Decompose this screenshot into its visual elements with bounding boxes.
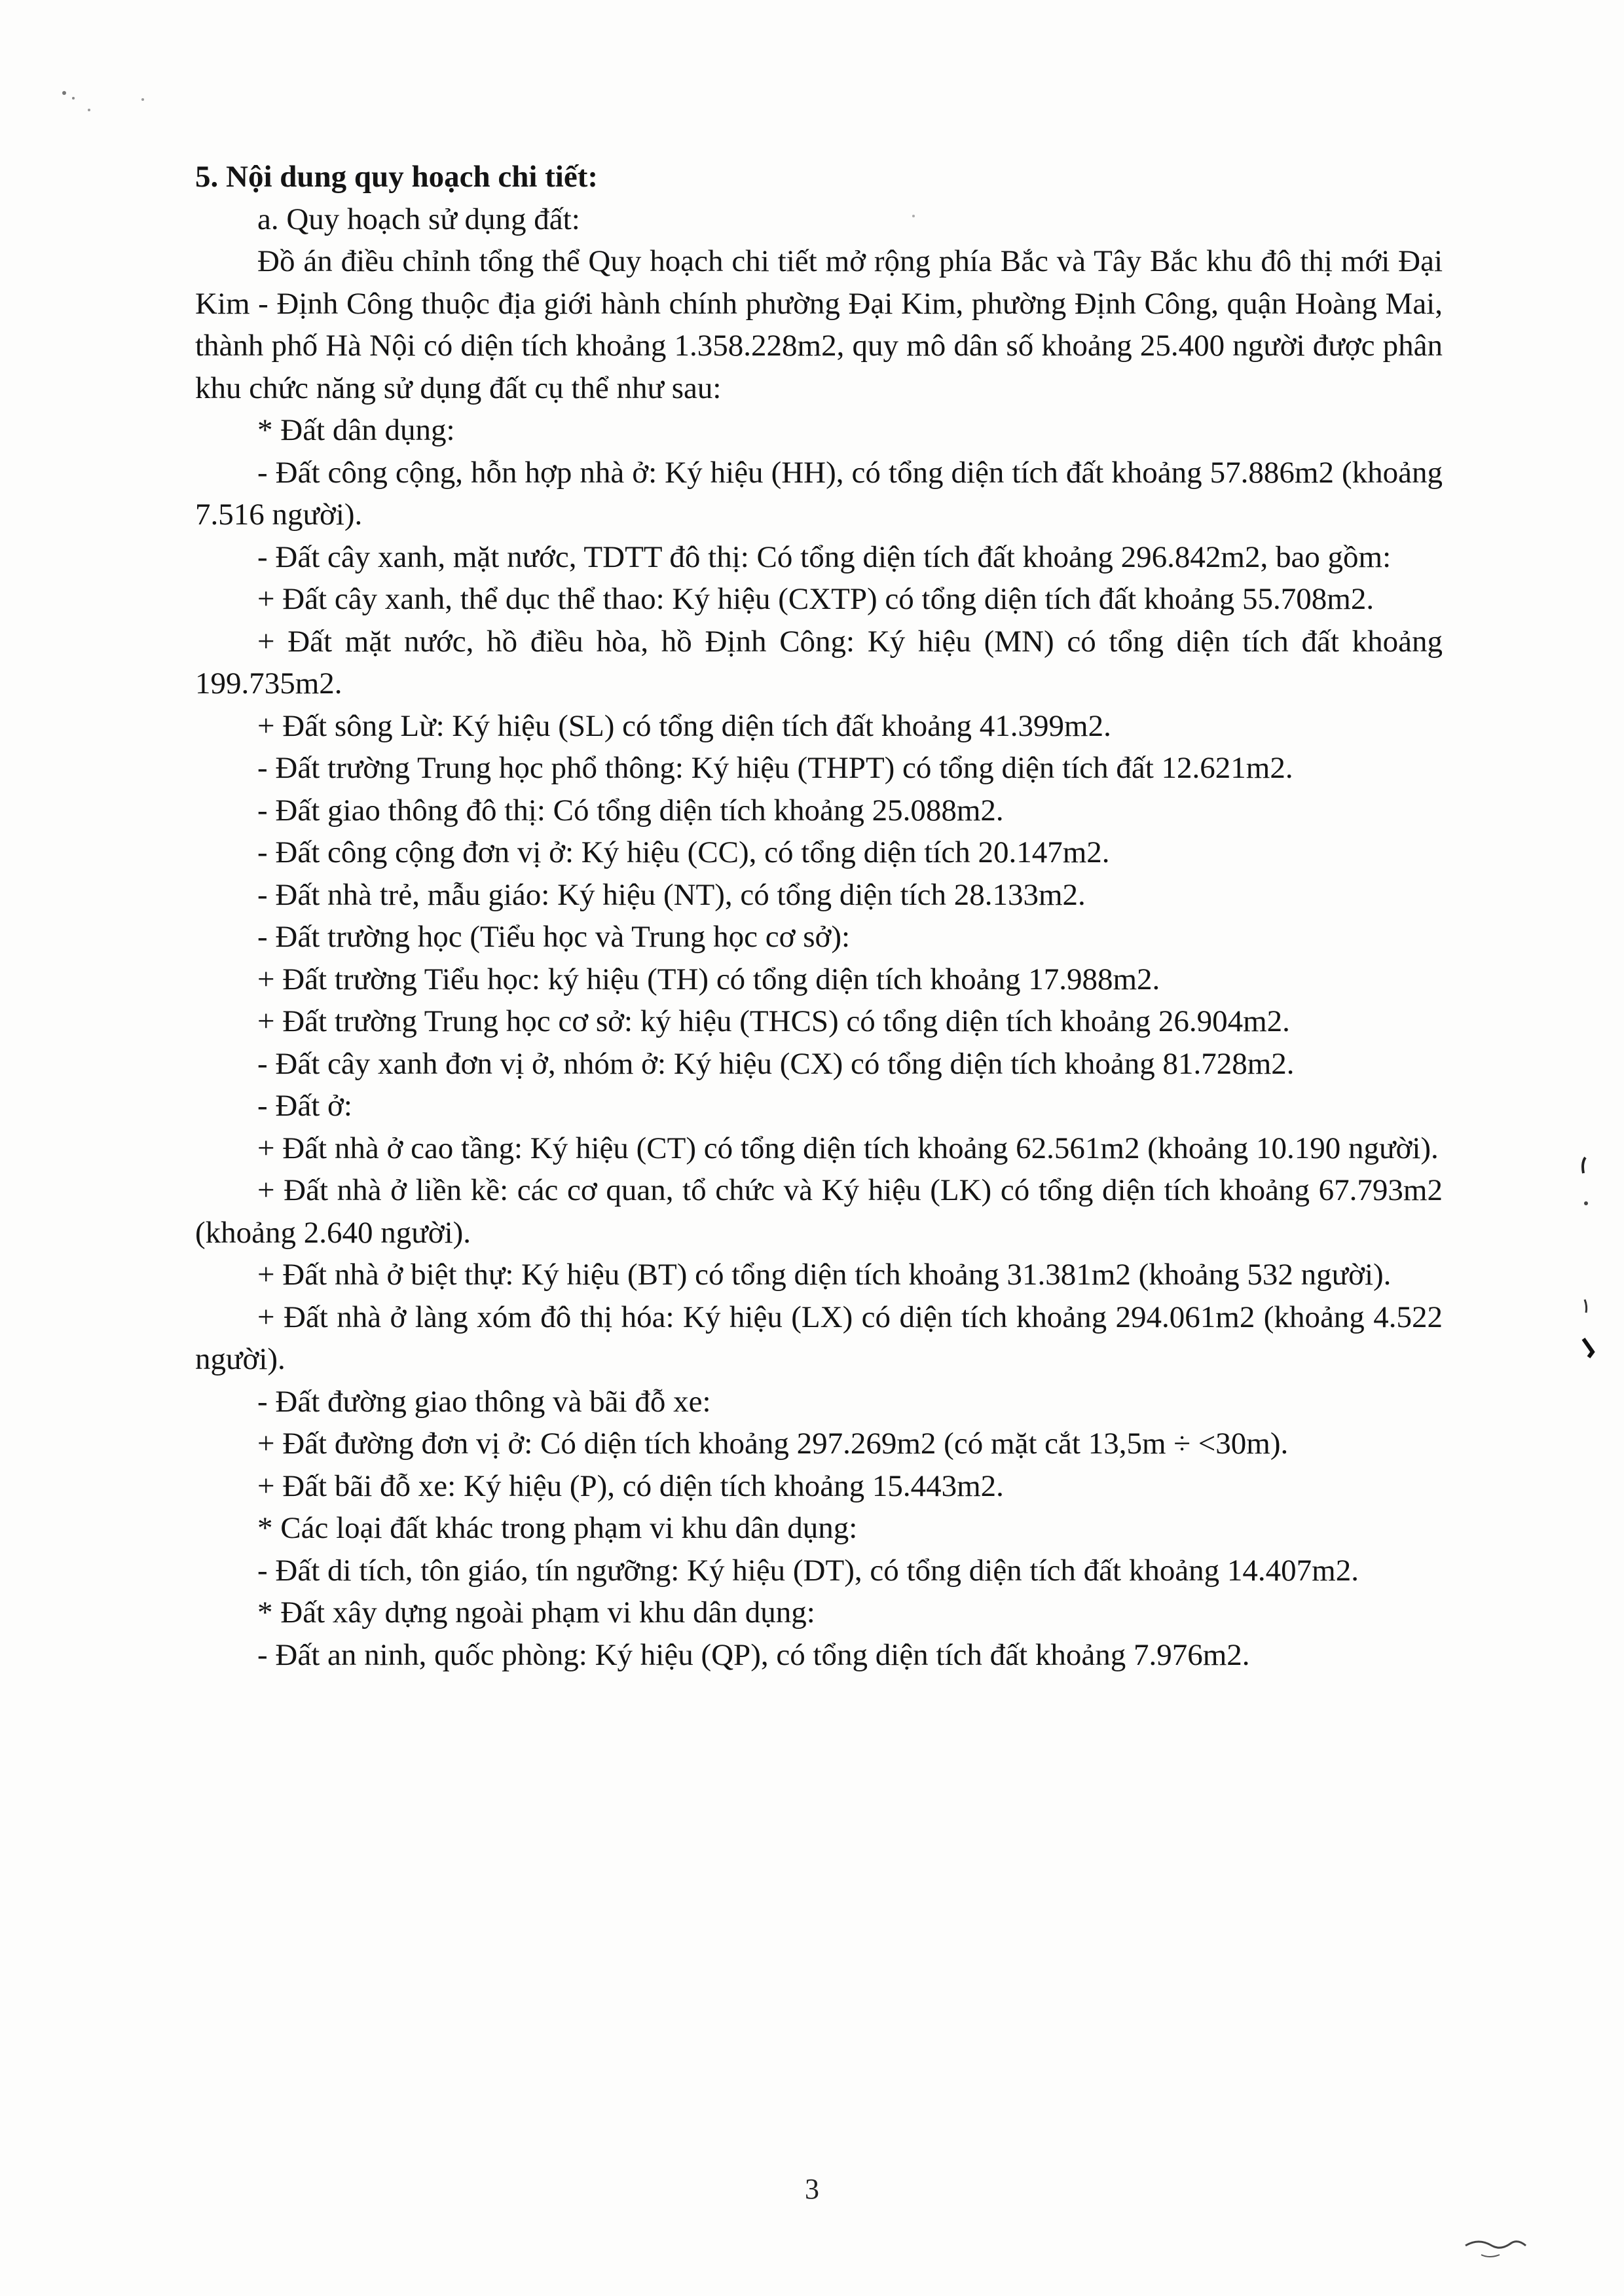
paragraph: * Các loại đất khác trong phạm vi khu dân dụng: [257, 1511, 858, 1545]
paragraph: + Đất nhà ở cao tầng: Ký hiệu (CT) có tổng diện tích khoảng 62.561m2 (khoảng 10.190 người). [257, 1131, 1439, 1165]
paragraph: + Đất nhà ở liền kề: các cơ quan, tổ chức và Ký hiệu (LK) có tổng diện tích khoảng 67.793m2 (khoảng 2.640 người). [195, 1173, 1443, 1250]
paragraph: * Đất xây dựng ngoài phạm vi khu dân dụng: [257, 1595, 815, 1630]
paragraph: - Đất đường giao thông và bãi đỗ xe: [257, 1384, 711, 1419]
paragraph: - Đất nhà trẻ, mẫu giáo: Ký hiệu (NT), có tổng diện tích 28.133m2. [257, 877, 1086, 912]
paragraph: - Đất cây xanh, mặt nước, TDTT đô thị: Có tổng diện tích đất khoảng 296.842m2, bao gồm: [257, 539, 1392, 574]
paragraph: - Đất di tích, tôn giáo, tín ngưỡng: Ký hiệu (DT), có tổng diện tích đất khoảng 14.407m2. [257, 1553, 1359, 1588]
paragraph: * Đất dân dụng: [257, 413, 455, 447]
paragraph: + Đất bãi đỗ xe: Ký hiệu (P), có diện tích khoảng 15.443m2. [257, 1468, 1004, 1503]
paragraph: + Đất trường Trung học cơ sở: ký hiệu (THCS) có tổng diện tích khoảng 26.904m2. [257, 1004, 1290, 1038]
paragraph: - Đất công cộng đơn vị ở: Ký hiệu (CC), có tổng diện tích 20.147m2. [257, 835, 1110, 869]
paragraph: + Đất nhà ở biệt thự: Ký hiệu (BT) có tổng diện tích khoảng 31.381m2 (khoảng 532 người). [257, 1258, 1392, 1292]
paragraph: - Đất trường Trung học phổ thông: Ký hiệu (THPT) có tổng diện tích đất 12.621m2. [257, 751, 1293, 785]
page-number: 3 [805, 2173, 819, 2205]
paragraph: - Đất công cộng, hỗn hợp nhà ở: Ký hiệu (HH), có tổng diện tích đất khoảng 57.886m2 (khoảng 7.516 người). [195, 455, 1443, 532]
paragraph: + Đất cây xanh, thể dục thể thao: Ký hiệu (CXTP) có tổng diện tích đất khoảng 55.708m2. [257, 582, 1375, 616]
paragraph: - Đất giao thông đô thị: Có tổng diện tích khoảng 25.088m2. [257, 793, 1004, 828]
paragraph: + Đất trường Tiểu học: ký hiệu (TH) có tổng diện tích khoảng 17.988m2. [257, 962, 1160, 996]
paragraph: + Đất mặt nước, hồ điều hòa, hồ Định Công: Ký hiệu (MN) có tổng diện tích đất khoảng 199.735m2. [195, 624, 1443, 701]
document-body [195, 156, 1443, 1676]
paragraph: - Đất an ninh, quốc phòng: Ký hiệu (QP), có tổng diện tích đất khoảng 7.976m2. [257, 1637, 1250, 1672]
paragraph: + Đất đường đơn vị ở: Có diện tích khoảng 297.269m2 (có mặt cắt 13,5m ÷ <30m). [257, 1427, 1289, 1461]
paragraph: + Đất sông Lừ: Ký hiệu (SL) có tổng diện tích đất khoảng 41.399m2. [257, 708, 1111, 743]
paragraph: - Đất ở: [257, 1089, 352, 1123]
paragraph: - Đất trường học (Tiểu học và Trung học cơ sở): [257, 920, 851, 954]
paragraph: a. Quy hoạch sử dụng đất: [257, 202, 580, 236]
paragraph: Đồ án điều chỉnh tổng thể Quy hoạch chi tiết mở rộng phía Bắc và Tây Bắc khu đô thị mới Đại Kim - Định Công thuộc địa giới hành chính phường Đại Kim, phường Định Công, quận Hoàng Mai, thành phố Hà Nội có diện tích khoảng 1.358.228m2, quy mô dân số khoảng 25.400 người được phân khu chức năng sử dụng đất cụ thể như sau: [195, 244, 1443, 405]
paragraph: - Đất cây xanh đơn vị ở, nhóm ở: Ký hiệu (CX) có tổng diện tích khoảng 81.728m2. [257, 1046, 1295, 1081]
section-heading: 5. Nội dung quy hoạch chi tiết: [195, 160, 599, 194]
paragraph: + Đất nhà ở làng xóm đô thị hóa: Ký hiệu (LX) có diện tích khoảng 294.061m2 (khoảng 4.522 người). [195, 1300, 1443, 1376]
